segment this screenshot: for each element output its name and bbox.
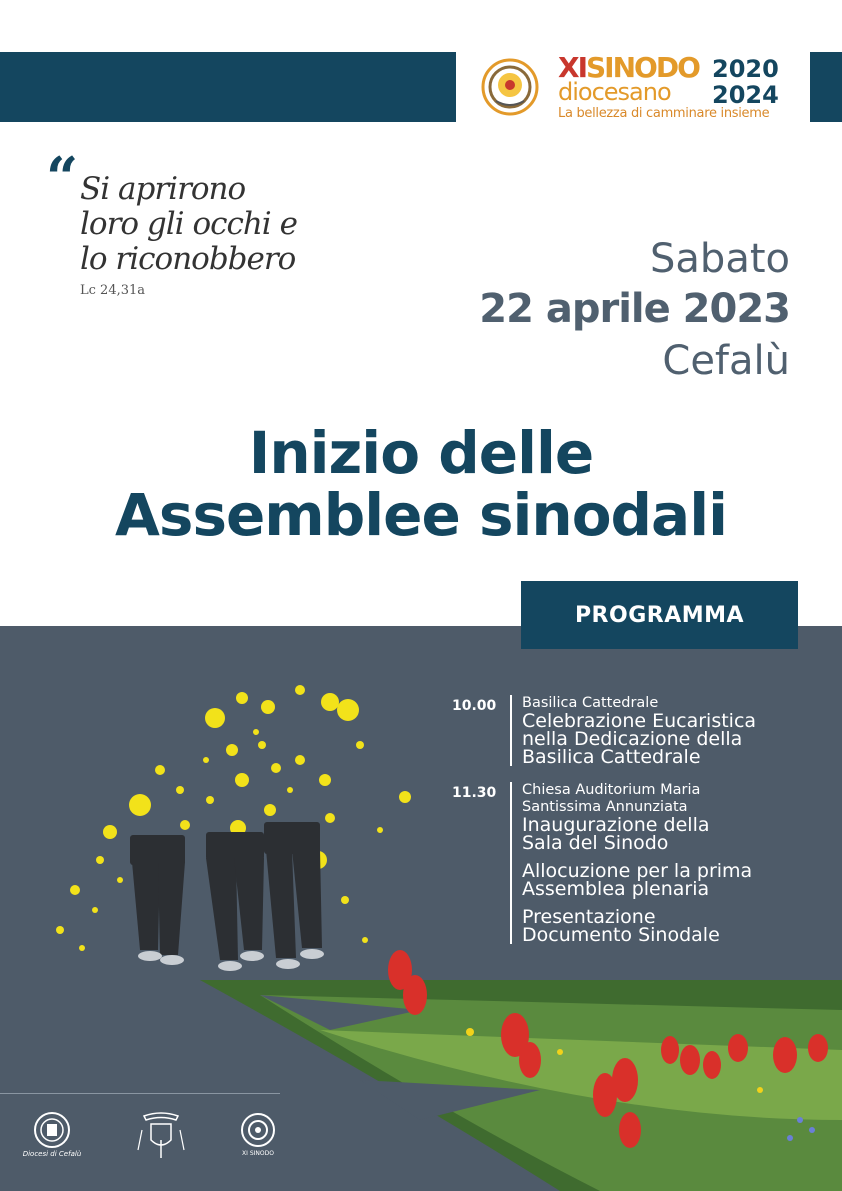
event-title: [0, 419, 842, 549]
schedule-place: Basilica Cattedrale: [522, 695, 659, 711]
schedule-time: 11.30: [452, 785, 497, 801]
title-line-1: Inizio delle: [248, 419, 594, 487]
diocese-seal-icon: [32, 1110, 72, 1150]
schedule-event: Allocuzione per la prima Assemblea plenaria: [522, 860, 753, 900]
schedule-time: 10.00: [452, 698, 497, 714]
schedule-detail: [522, 782, 832, 944]
schedule-event: Inaugurazione della Sala del Sinodo: [522, 814, 710, 854]
scripture-quote: [80, 172, 400, 277]
schedule-row: [452, 782, 832, 944]
schedule: [452, 695, 832, 944]
logo-years: [712, 56, 779, 108]
header-bar-right: [810, 52, 842, 122]
diocese-logo-caption: Diocesi di Cefalù: [22, 1150, 82, 1158]
footer-divider: [0, 1093, 280, 1094]
schedule-event: Celebrazione Eucaristica nella Dedicazione della Basilica Cattedrale: [522, 710, 757, 768]
schedule-detail: [522, 695, 832, 766]
logo-tagline: La bellezza di camminare insieme: [558, 106, 770, 121]
coat-of-arms-icon: [136, 1110, 186, 1164]
schedule-row: [452, 695, 832, 766]
bishop-coat-of-arms: [136, 1110, 186, 1168]
year-start: 2020: [712, 55, 779, 83]
sinodo-footer-caption: XI SINODO: [242, 1150, 274, 1157]
programma-label: PROGRAMMA: [521, 581, 798, 649]
event-place: Cefalù: [662, 338, 790, 384]
schedule-place: Chiesa Auditorium Maria Santissima Annunziata: [522, 782, 701, 815]
diocese-logo: [20, 1110, 84, 1158]
title-line-2: Assemblee sinodali: [115, 481, 727, 549]
sinodo-footer-emblem-icon: [238, 1110, 278, 1150]
schedule-event: Presentazione Documento Sinodale: [522, 906, 720, 946]
logo-xi: XI: [558, 51, 587, 84]
year-end: 2024: [712, 81, 779, 109]
logo-diocesano: diocesano: [558, 78, 671, 106]
quote-line: lo riconobbero: [80, 241, 296, 277]
schedule-divider: [510, 782, 512, 944]
event-date: 22 aprile 2023: [479, 286, 790, 332]
quote-line: loro gli occhi e: [80, 206, 297, 242]
sinodo-footer-logo: [236, 1110, 280, 1157]
header-bar-left: [0, 52, 456, 122]
quote-line: Si aprirono: [80, 171, 246, 207]
quote-mark-icon: “: [46, 145, 79, 211]
sinodo-emblem-icon: [480, 57, 540, 117]
event-day: Sabato: [650, 236, 790, 282]
logo-sinodo: SINODO: [586, 51, 699, 84]
schedule-divider: [510, 695, 512, 766]
quote-reference: Lc 24,31a: [80, 283, 146, 298]
